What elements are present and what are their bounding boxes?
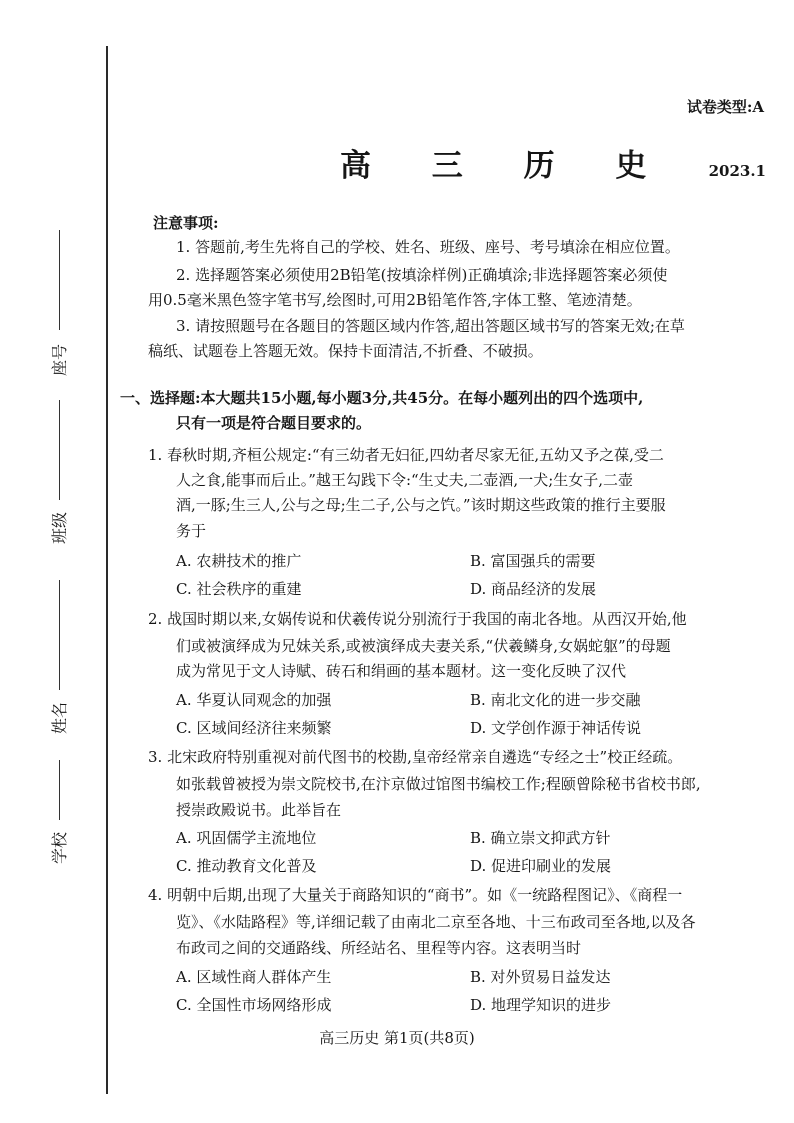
notes-line: 用0.5毫米黑色签字笔书写,绘图时,可用2B铅笔作答,字体工整、笔迹清楚。 [148,291,642,309]
question-4-text: 览》、《水陆路程》等,详细记载了由南北二京至各地、十三布政司至各地,以及各 [176,913,696,931]
question-1-option-d[interactable]: D. 商品经济的发展 [470,580,597,598]
exam-type: 试卷类型:A [686,98,764,116]
question-2-option-b[interactable]: B. 南北文化的进一步交融 [470,691,641,709]
question-2-text: 2. 战国时期以来,女娲传说和伏羲传说分别流行于我国的南北各地。从西汉开始,他 [148,610,687,628]
seat-number-label: 座号 [50,344,69,377]
notes-line: 稿纸、试题卷上答题无效。保持卡面清洁,不折叠、不破损。 [148,342,543,360]
question-4-option-c[interactable]: C. 全国性市场网络形成 [176,996,332,1014]
question-1-option-b[interactable]: B. 富国强兵的需要 [470,552,596,570]
question-3-text: 如张载曾被授为崇文院校书,在汴京做过馆图书编校工作;程颐曾除秘书省校书郎, [176,775,701,793]
school-rule [59,760,60,820]
question-3-option-a[interactable]: A. 巩固儒学主流地位 [176,829,317,847]
question-1-option-c[interactable]: C. 社会秩序的重建 [176,580,302,598]
question-1-text: 酒,一豚;生三人,公与之母;生二子,公与之饩。”该时期这些政策的推行主要服 [176,496,666,514]
question-2-option-c[interactable]: C. 区域间经济往来频繁 [176,719,332,737]
school-field[interactable] [40,760,80,870]
notes-line: 2. 选择题答案必须使用2B铅笔(按填涂样例)正确填涂;非选择题答案必须使 [176,266,668,284]
question-1-option-a[interactable]: A. 农耕技术的推广 [176,552,302,570]
binding-line [106,46,108,1094]
name-field[interactable] [40,580,80,750]
section-heading-cont: 只有一项是符合题目要求的。 [176,414,372,432]
seat-number-rule [59,230,60,330]
seat-number-field[interactable] [40,230,80,380]
class-rule [59,400,60,500]
question-3-option-d[interactable]: D. 促进印刷业的发展 [470,857,612,875]
question-1-text: 1. 春秋时期,齐桓公规定:“有三幼者无妇征,四幼者尽家无征,五幼又予之葆,受二 [148,446,664,464]
page-title: 高 三 历 史 [340,148,672,184]
question-2-option-a[interactable]: A. 华夏认同观念的加强 [176,691,332,709]
question-3-text: 授崇政殿说书。此举旨在 [176,801,342,819]
question-3-option-b[interactable]: B. 确立崇文抑武方针 [470,829,611,847]
notes-line: 1. 答题前,考生先将自己的学校、姓名、班级、座号、考号填涂在相应位置。 [176,238,680,256]
class-label: 班级 [50,512,69,545]
question-2-text: 成为常见于文人诗赋、砖石和绢画的基本题材。这一变化反映了汉代 [176,662,627,680]
question-4-option-b[interactable]: B. 对外贸易日益发达 [470,968,611,986]
question-3-option-c[interactable]: C. 推动教育文化普及 [176,857,317,875]
question-4-option-a[interactable]: A. 区域性商人群体产生 [176,968,332,986]
question-2-option-d[interactable]: D. 文学创作源于神话传说 [470,719,642,737]
question-1-text: 务于 [176,522,207,540]
section-heading: 一、选择题:本大题共15小题,每小题3分,共45分。在每小题列出的四个选项中, [120,389,644,407]
question-3-text: 3. 北宋政府特别重视对前代图书的校勘,皇帝经常亲自遴选“专经之士”校正经疏。 [148,748,683,766]
question-2-text: 们或被演绎成为兄妹关系,或被演绎成夫妻关系,“伏羲鳞身,女娲蛇躯”的母题 [176,637,671,655]
question-4-text: 布政司之间的交通路线、所经站名、里程等内容。这表明当时 [176,939,582,957]
exam-date: 2023.1 [708,162,766,180]
notes-line: 3. 请按照题号在各题目的答题区域内作答,超出答题区域书写的答案无效;在草 [176,317,685,335]
name-label: 姓名 [50,702,69,735]
notes-heading: 注意事项: [153,214,219,232]
class-field[interactable] [40,400,80,560]
school-label: 学校 [50,832,69,865]
question-1-text: 人之食,能事而后止。”越王勾践下令:“生丈夫,二壶酒,一犬;生女子,二壶 [176,471,634,489]
question-4-option-d[interactable]: D. 地理学知识的进步 [470,996,612,1014]
name-rule [59,580,60,690]
question-4-text: 4. 明朝中后期,出现了大量关于商路知识的“商书”。如《一统路程图记》、《商程一 [148,886,683,904]
page-footer: 高三历史 第1页(共8页) [319,1029,475,1047]
